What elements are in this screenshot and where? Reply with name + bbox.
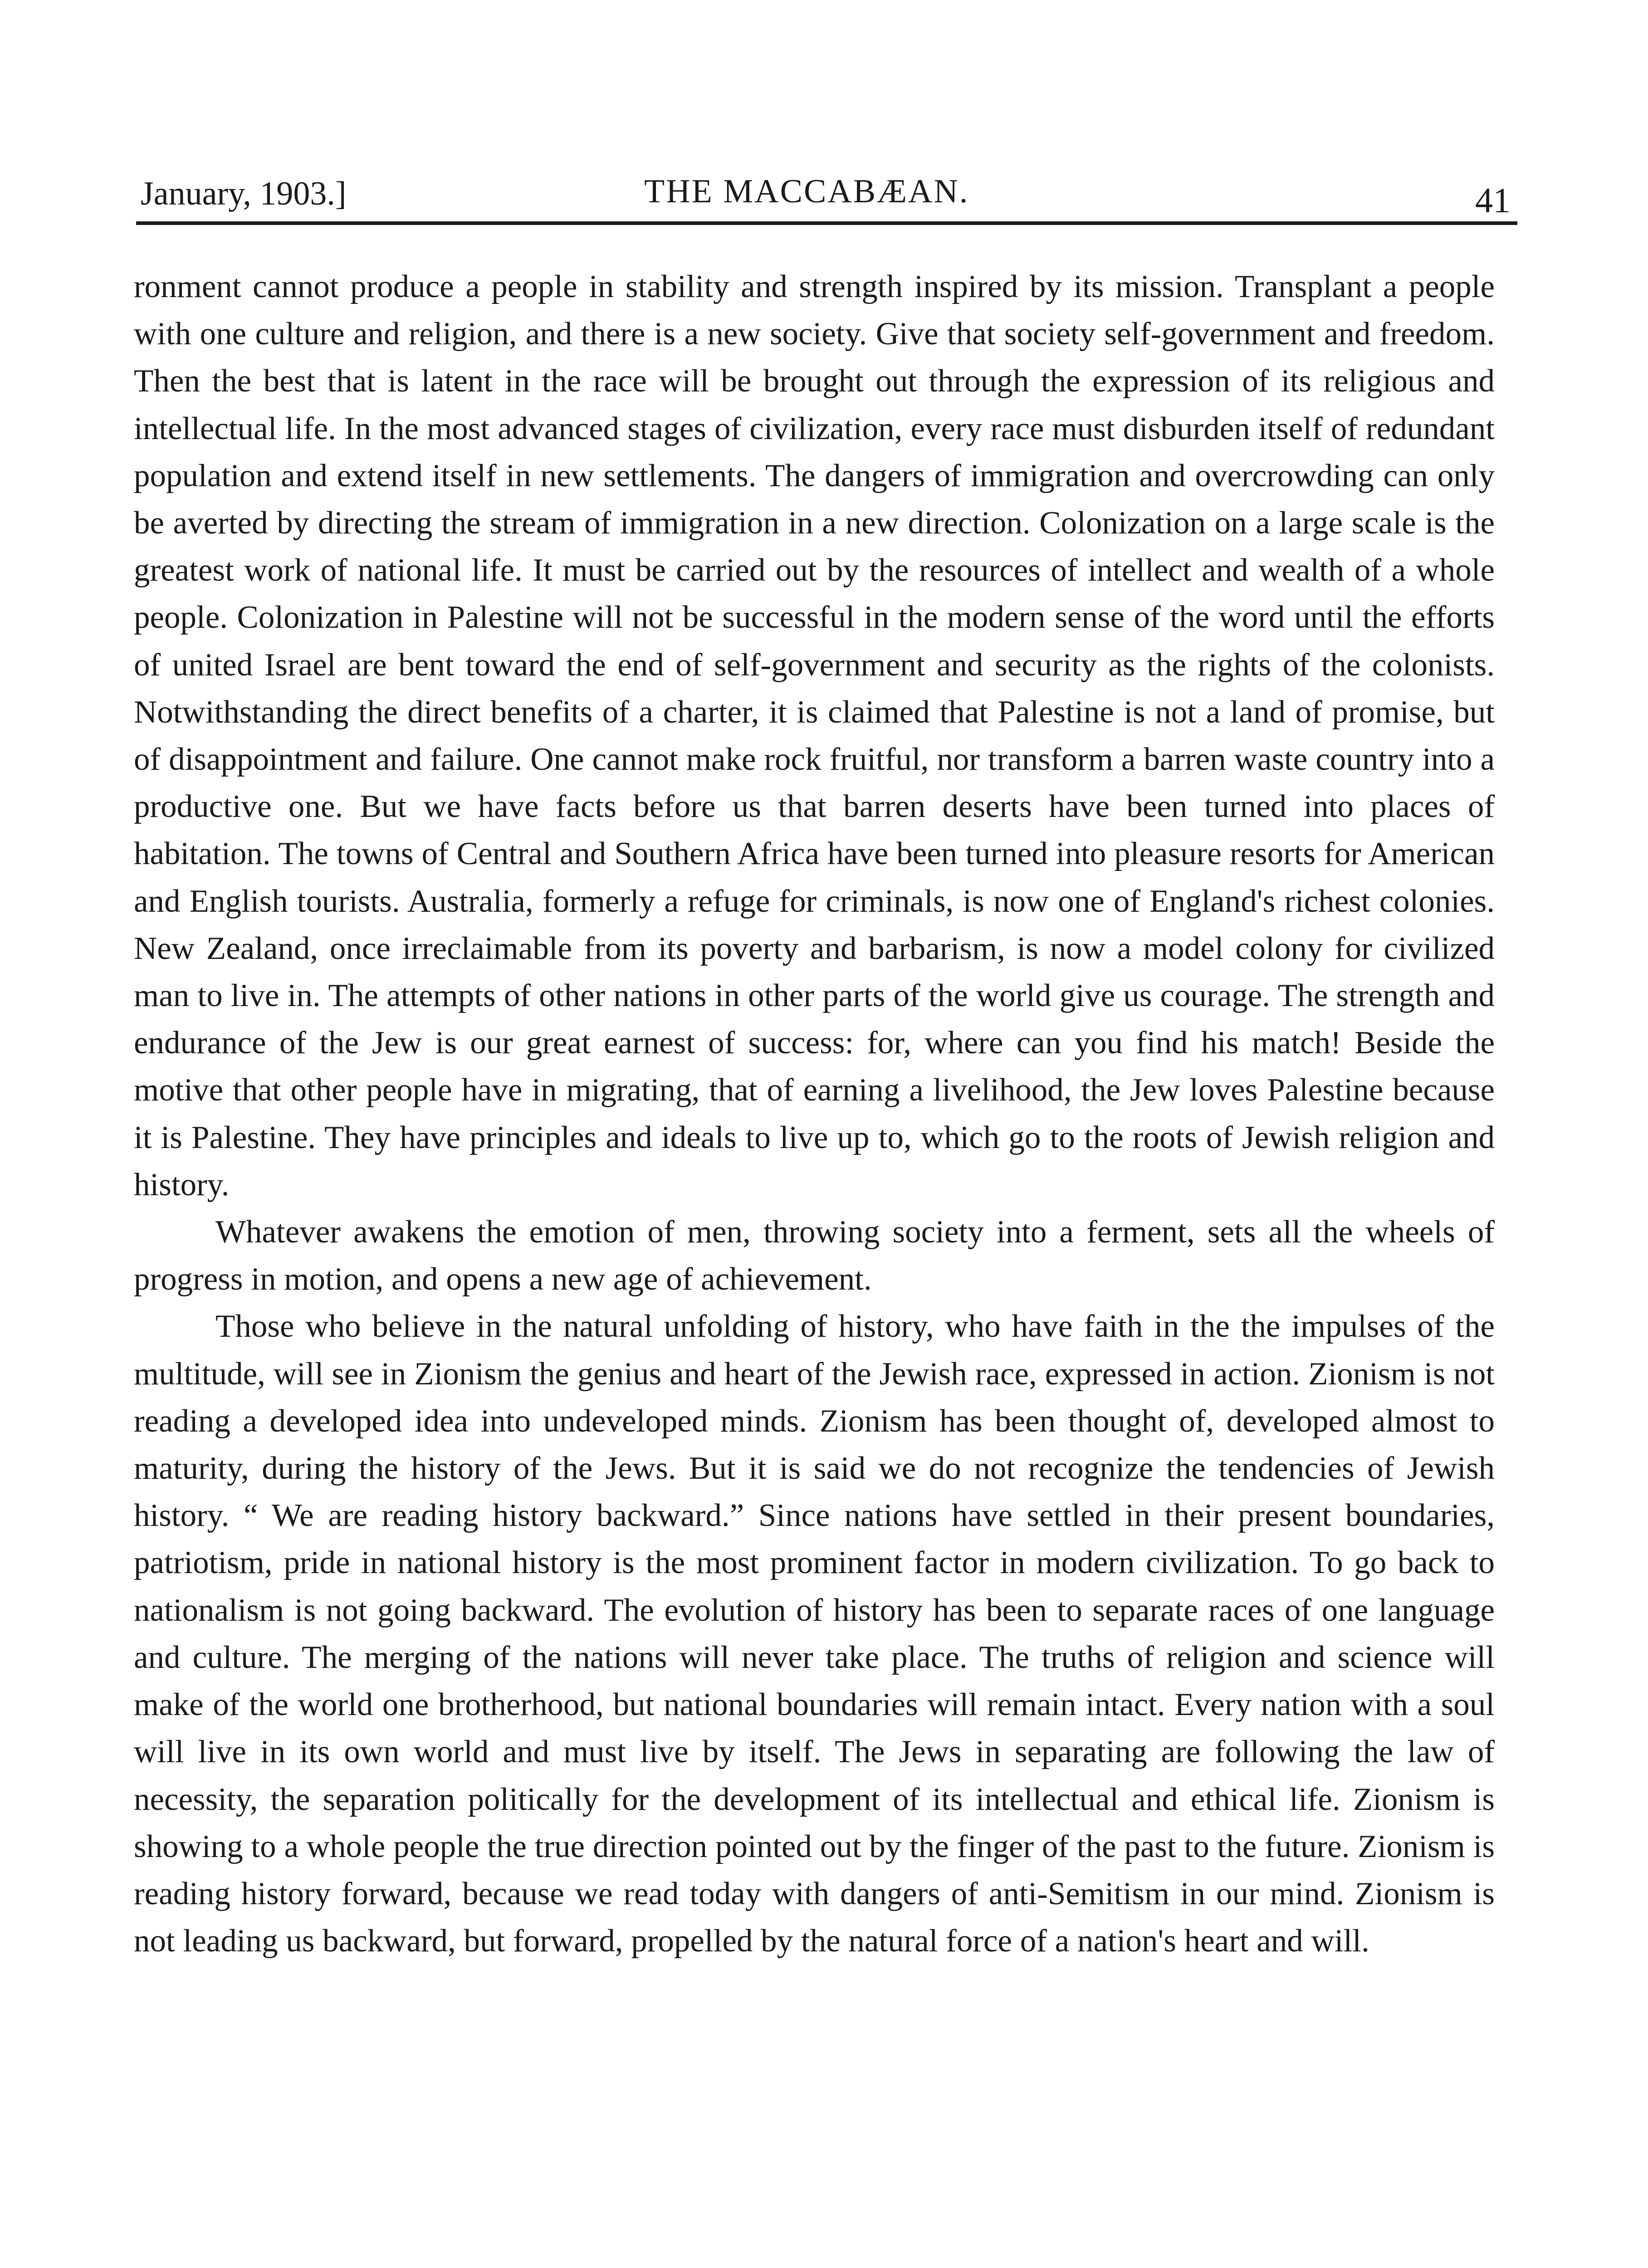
paragraph-1: ronment cannot produce a people in stability and strength inspired by its mission. Transplant a people with one culture and religion, and there is a new society. Give that society self-government and freedom. Then the best that is latent in the race will be brought out through the expression of its religious and intellectual life. In the most advanced stages of civilization, every race must disburden itself of redundant population and extend itself in new settlements. The dangers of immigration and overcrowding can only be averted by directing the stream of immigration in a new direction. Colonization on a large scale is the greatest work of national life. It must be carried out by the resources of intellect and wealth of a whole people. Colonization in Palestine will not be successful in the modern sense of the word until the efforts of united Israel are bent toward the end of self-government and security as the rights of the colonists. Notwithstanding the direct benefits of a charter, it is claimed that Palestine is not a land of promise, but of disappointment and failure. One cannot make rock fruitful, nor transform a barren waste country into a productive one. But we have facts before us that barren deserts have been turned into places of habitation. The towns of Central and Southern Africa have been turned into pleasure resorts for American and English tourists. Australia, formerly a refuge for criminals, is now one of England's richest colonies. New Zealand, once irreclaimable from its poverty and barbarism, is now a model colony for civilized man to live in. The attempts of other nations in other parts of the world give us courage. The strength and endurance of the Jew is our great earnest of success: for, where can you find his match! Beside the motive that other people have in migrating, that of earning a livelihood, the Jew loves Palestine because it is Palestine. They have principles and ideals to live up to, which go to the roots of Jewish religion and history. <box>134 269 1495 1202</box>
header-rule <box>136 221 1517 225</box>
running-head <box>141 156 1511 220</box>
paragraph-2: Whatever awakens the emotion of men, throwing society into a ferment, sets all the wheels of progress in motion, and opens a new age of achievement. <box>134 1214 1495 1297</box>
article-body <box>134 263 1495 1965</box>
paragraph-3: Those who believe in the natural unfolding of history, who have faith in the the impulses of the multitude, will see in Zionism the genius and heart of the Jewish race, expressed in action. Zionism is not reading a developed idea into undeveloped minds. Zionism has been thought of, developed almost to maturity, during the history of the Jews. But it is said we do not recognize the tendencies of Jewish history. “ We are reading history backward.” Since nations have settled in their present boundaries, patriotism, pride in national history is the most prominent factor in modern civilization. To go back to nationalism is not going backward. The evolution of history has been to separate races of one language and culture. The merging of the nations will never take place. The truths of religion and science will make of the world one brotherhood, but national boundaries will remain intact. Every nation with a soul will live in its own world and must live by itself. The Jews in separating are following the law of necessity, the separation politically for the development of its intellectual and ethical life. Zionism is showing to a whole people the true direction pointed out by the finger of the past to the future. Zionism is reading history forward, because we read today with dangers of anti-Semitism in our mind. Zionism is not leading us backward, but forward, propelled by the natural force of a nation's heart and will. <box>134 1309 1495 1959</box>
header-date: January, 1903.] <box>141 175 347 212</box>
page-number: 41 <box>1475 181 1511 220</box>
journal-title: THE MACCABÆAN. <box>644 173 969 210</box>
